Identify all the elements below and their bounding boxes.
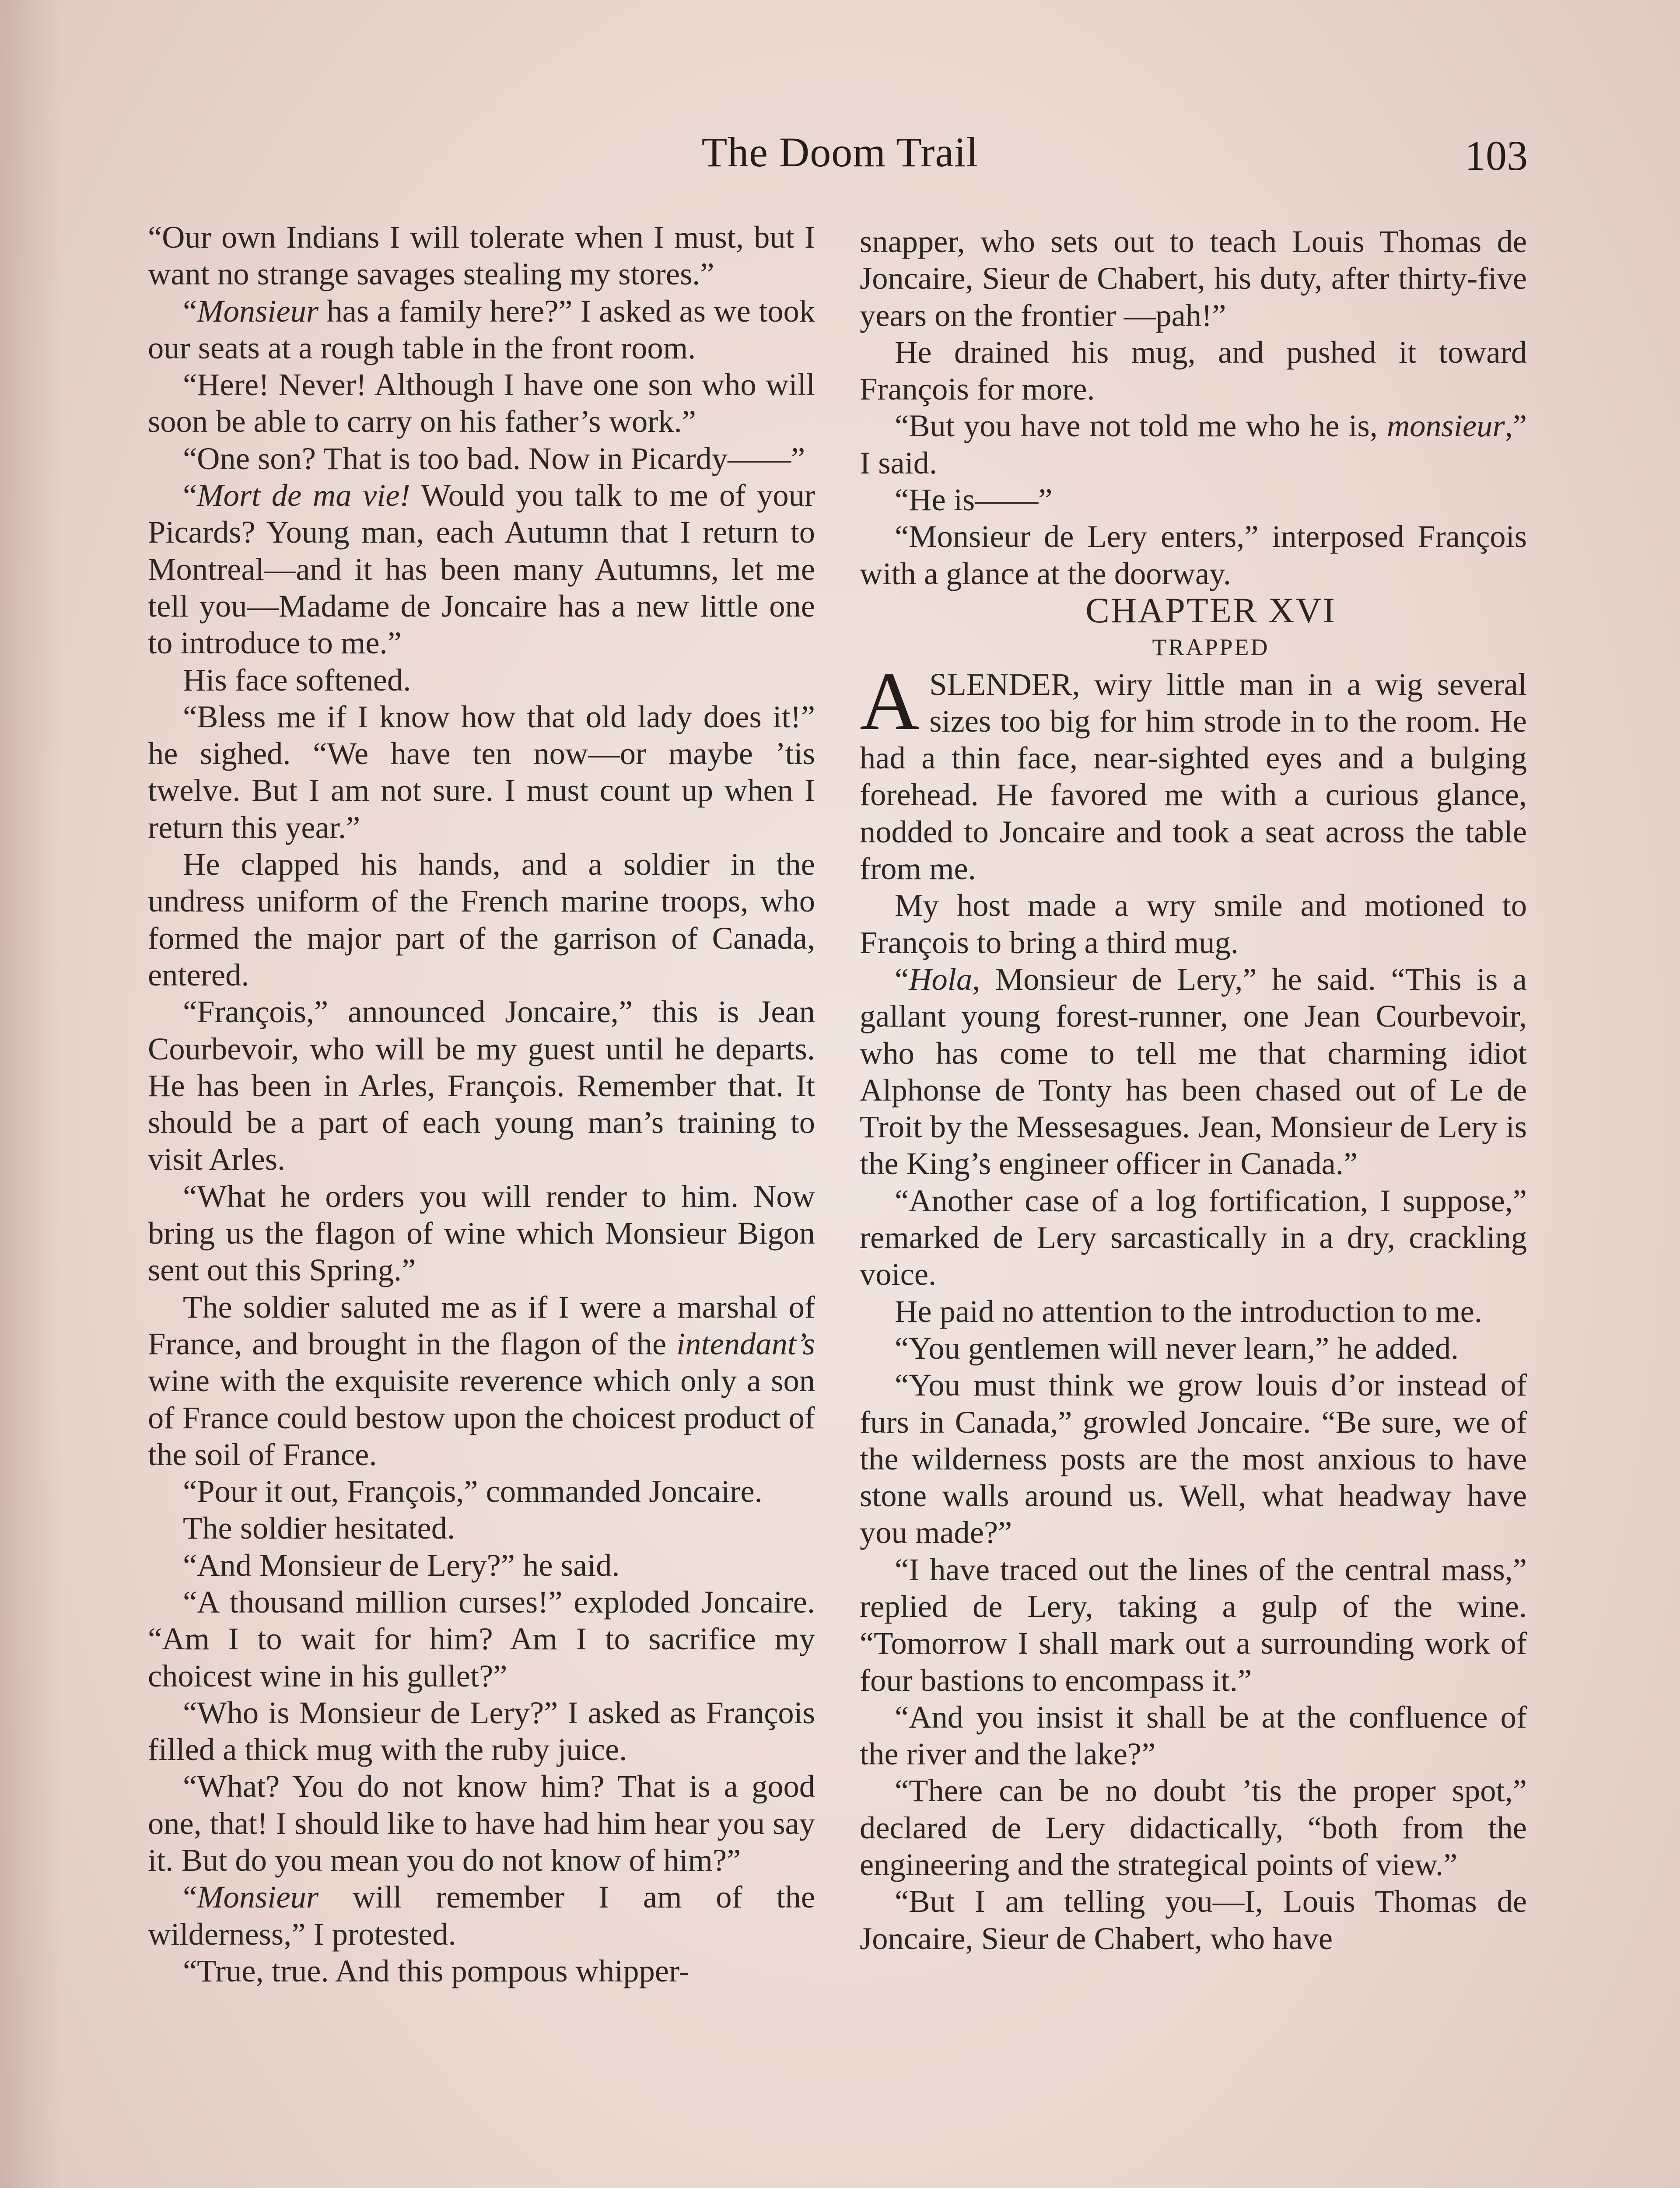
- left-column: [148, 219, 815, 1989]
- paragraph: “But I am telling you—I, Louis Thomas de Joncaire, Sieur de Chabert, who have: [860, 1883, 1527, 1956]
- right-column: [860, 223, 1527, 1957]
- paragraph: “Another case of a log fortification, I suppose,” remarked de Lery sarcastically in a dry, crackling voice.: [860, 1182, 1527, 1292]
- paragraph: “Monsieur de Lery enters,” interposed François with a glance at the doorway.: [860, 519, 1527, 591]
- paragraph: “Our own Indians I will tolerate when I must, but I want no strange savages stealing my stores.”: [148, 219, 815, 292]
- page-number: 103: [1465, 132, 1528, 179]
- paragraph: His face softened.: [183, 662, 411, 698]
- paragraph: “You must think we grow louis d’or instead of furs in Canada,” growled Joncaire. “Be sure, we of the wilderness posts are the most anxious to have stone walls around us. Well, what headway have you made?”: [860, 1367, 1527, 1550]
- paragraph: He clapped his hands, and a soldier in the undress uniform of the French marine troops, who formed the major part of the garrison of Canada, entered.: [148, 846, 815, 992]
- paragraph: “He is——”: [895, 482, 1053, 518]
- paragraph: My host made a wry smile and motioned to François to bring a third mug.: [860, 887, 1527, 960]
- paragraph: “Monsieur has a family here?” I asked as we took our seats at a rough table in the front room.: [148, 293, 815, 365]
- paragraph: “Bless me if I know how that old lady does it!” he sighed. “We have ten now—or maybe ’tis twelve. But I am not sure. I must count up when I return this year.”: [148, 698, 815, 845]
- paragraph: “Who is Monsieur de Lery?” I asked as François filled a thick mug with the ruby juice.: [148, 1694, 815, 1767]
- page-shadow-left: [0, 0, 61, 2188]
- chapter-heading: CHAPTER XVI: [1085, 590, 1336, 630]
- opening-text: SLENDER, wiry little man in a wig several sizes too big for him strode in to the room. He had a thin face, near-sighted eyes and a bulging forehead. He favored me with a curious glance, nodded to Joncaire and took a seat across the table from me.: [860, 666, 1527, 887]
- paragraph: snapper, who sets out to teach Louis Thomas de Joncaire, Sieur de Chabert, his duty, after thirty-five years on the frontier —pah!”: [860, 224, 1527, 333]
- opening-paragraph: [860, 655, 1527, 887]
- paragraph: “You gentlemen will never learn,” he added.: [895, 1330, 1459, 1366]
- paragraph: “Mort de ma vie! Would you talk to me of your Picards? Young man, each Autumn that I return to Montreal—and it has been many Autumns, let me tell you—Madame de Joncaire has a new little one to introduce to me.”: [148, 477, 815, 661]
- paragraph: “A thousand million curses!” exploded Joncaire. “Am I to wait for him? Am I to sacrifice my choicest wine in his gullet?”: [148, 1584, 815, 1694]
- paragraph: The soldier saluted me as if I were a marshal of France, and brought in the flagon of the intendant’s wine with the exquisite reverence which only a son of France could bestow upon the choicest product of the soil of France.: [148, 1289, 815, 1472]
- paragraph: “Here! Never! Although I have one son who will soon be able to carry on his father’s work.”: [148, 367, 815, 439]
- paragraph: The soldier hesitated.: [183, 1510, 455, 1546]
- paragraph: “Hola, Monsieur de Lery,” he said. “This is a gallant young forest-runner, one Jean Courbevoir, who has come to tell me that charming idiot Alphonse de Tonty has been chased out of Le de Troit by the Messesagues. Jean, Monsieur de Lery is the King’s engineer officer in Canada.”: [860, 961, 1527, 1182]
- paragraph: “One son? That is too bad. Now in Picardy——”: [183, 440, 805, 476]
- paragraph: “François,” announced Joncaire,” this is Jean Courbevoir, who will be my guest until he departs. He has been in Arles, François. Remember that. It should be a part of each young man’s training to visit Arles.: [148, 994, 815, 1177]
- paragraph: “What? You do not know him? That is a good one, that! I should like to have had him hear you say it. But do you mean you do not know of him?”: [148, 1768, 815, 1878]
- paragraph: “Pour it out, François,” commanded Joncaire.: [183, 1473, 763, 1509]
- paragraph: “And Monsieur de Lery?” he said.: [183, 1547, 620, 1583]
- paragraph: He paid no attention to the introduction to me.: [895, 1293, 1482, 1329]
- paragraph: “Monsieur will remember I am of the wilderness,” I protested.: [148, 1879, 815, 1952]
- paragraph: “And you insist it shall be at the confluence of the river and the lake?”: [860, 1699, 1527, 1772]
- paragraph: “I have traced out the lines of the central mass,” replied de Lery, taking a gulp of the wine. “Tomorrow I shall mark out a surrounding work of four bastions to encompass it.”: [860, 1551, 1527, 1698]
- chapter-subtitle: TRAPPED: [1152, 634, 1270, 661]
- drop-cap: A: [860, 655, 920, 747]
- paragraph: “What he orders you will render to him. Now bring us the flagon of wine which Monsieur Bigon sent out this Spring.”: [148, 1178, 815, 1288]
- chapter-opening: [860, 655, 1527, 887]
- paragraph: “But you have not told me who he is, monsieur,” I said.: [860, 408, 1527, 480]
- paragraph: “True, true. And this pompous whipper-: [183, 1953, 690, 1988]
- running-header-title: The Doom Trail: [701, 129, 979, 175]
- paragraph: He drained his mug, and pushed it toward François for more.: [860, 334, 1527, 407]
- paragraph: “There can be no doubt ’tis the proper spot,” declared de Lery didactically, “both from the engineering and the strategical points of view.”: [860, 1773, 1527, 1883]
